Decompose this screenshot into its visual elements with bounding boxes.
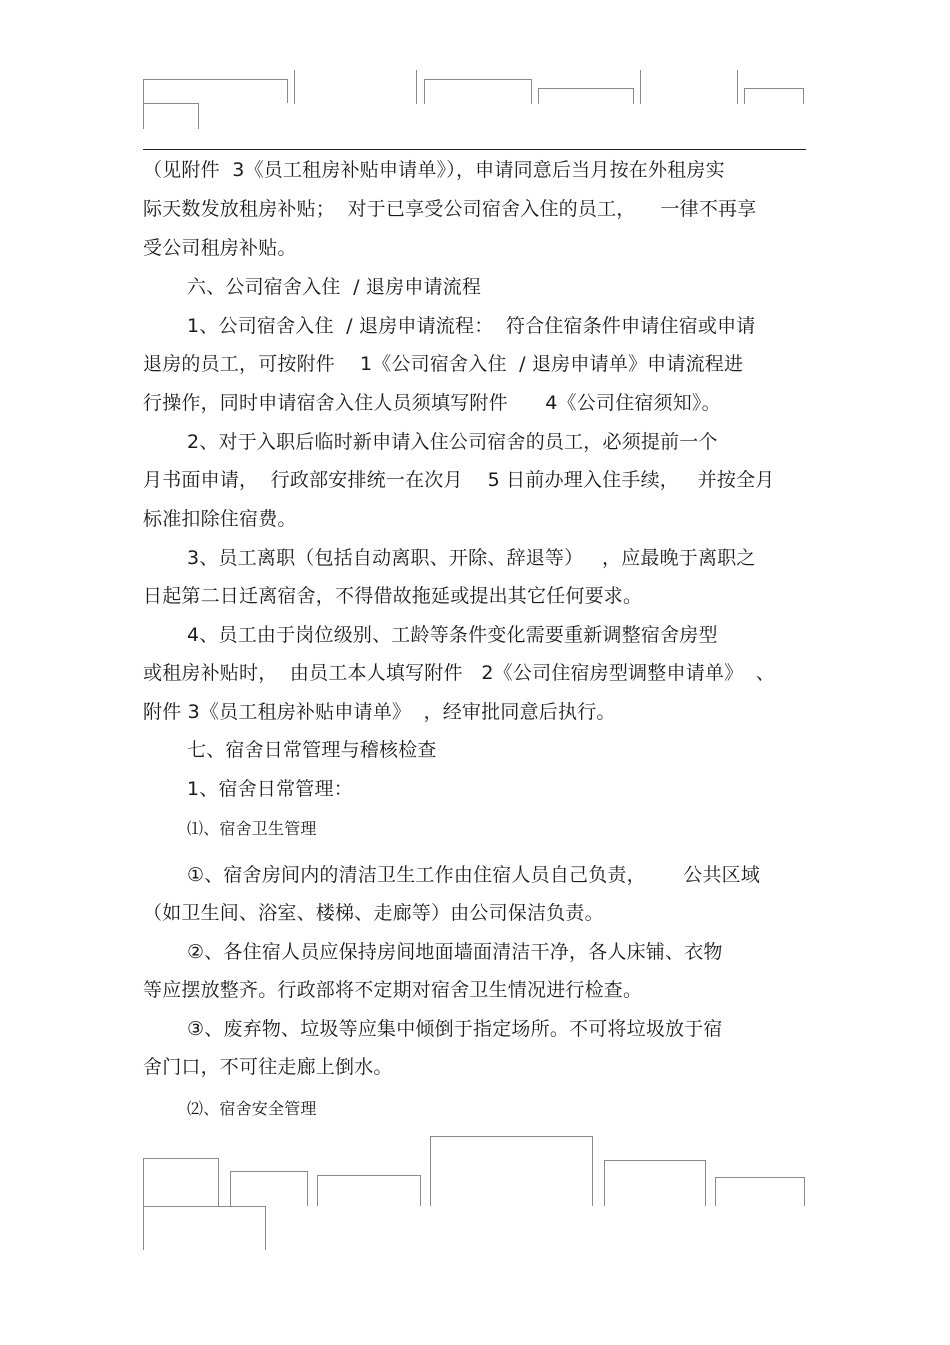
footer-decoration-frame [143,1206,266,1250]
text-line: 或租房补贴时， 由员工本人填写附件 2《公司住宿房型调整申请单》 、 [143,662,775,684]
header-decoration-frame [294,70,295,104]
text-line: 舍门口，不可往走廊上倒水。 [143,1056,393,1078]
footer-decoration-frame [604,1160,706,1206]
text-line: 日起第二日迁离宿舍，不得借故拖延或提出其它任何要求。 [143,585,643,607]
subsection-heading: ⑵、宿舍安全管理 [187,1099,317,1118]
header-decoration-frame [143,79,288,103]
text-line: 月书面申请， 行政部安排统一在次月 5 日前办理入住手续， 并按全月 [143,469,775,491]
text-line: ②、各住宿人员应保持房间地面墙面清洁干净，各人床铺、衣物 [187,941,723,963]
section-heading: 六、公司宿舍入住 / 退房申请流程 [187,276,482,298]
header-decoration-frame [744,88,804,104]
footer-decoration-frame [143,1158,219,1206]
header-decoration-frame [538,88,634,104]
header-decoration-frame [424,79,532,104]
text-line: 等应摆放整齐。行政部将不定期对宿舍卫生情况进行检查。 [143,979,643,1001]
text-line: 受公司租房补贴。 [143,237,297,259]
subsection-heading: 1、宿舍日常管理： [187,778,353,800]
subsection-heading: ⑴、宿舍卫生管理 [187,819,317,838]
footer-decoration-frame [317,1175,421,1206]
footer-decoration-frame [230,1171,308,1206]
text-line: 4、员工由于岗位级别、工龄等条件变化需要重新调整宿舍房型 [187,624,718,646]
header-decoration-frame [416,70,417,104]
text-line: 1、公司宿舍入住 / 退房申请流程： 符合住宿条件申请住宿或申请 [187,315,756,337]
text-line: 行操作，同时申请宿舍入住人员须填写附件 4《公司住宿须知》。 [143,392,721,414]
text-line: 退房的员工，可按附件 1《公司宿舍入住 / 退房申请单》申请流程进 [143,353,744,375]
header-rule [143,149,806,150]
header-decoration-frame [640,70,641,104]
header-decoration-frame [737,70,738,104]
section-heading: 七、宿舍日常管理与稽核检查 [187,739,437,761]
text-line: 3、员工离职（包括自动离职、开除、辞退等） ，应最晚于离职之 [187,547,756,569]
header-decoration-line [143,103,199,129]
text-line: 2、对于入职后临时新申请入住公司宿舍的员工，必须提前一个 [187,431,718,453]
text-line: ①、宿舍房间内的清洁卫生工作由住宿人员自己负责， 公共区域 [187,864,761,886]
footer-decoration-frame [430,1136,593,1206]
text-line: 附件 3《员工租房补贴申请单》 ，经审批同意后执行。 [143,701,616,723]
text-line: 际天数发放租房补贴； 对于已享受公司宿舍入住的员工， 一律不再享 [143,198,757,220]
text-line: 标准扣除住宿费。 [143,508,297,530]
text-line: ③、废弃物、垃圾等应集中倾倒于指定场所。不可将垃圾放于宿 [187,1018,723,1040]
text-line: （如卫生间、浴室、楼梯、走廊等）由公司保洁负责。 [143,902,604,924]
text-line: （见附件 3《员工租房补贴申请单》），申请同意后当月按在外租房实 [143,159,725,181]
footer-decoration-frame [715,1177,805,1206]
